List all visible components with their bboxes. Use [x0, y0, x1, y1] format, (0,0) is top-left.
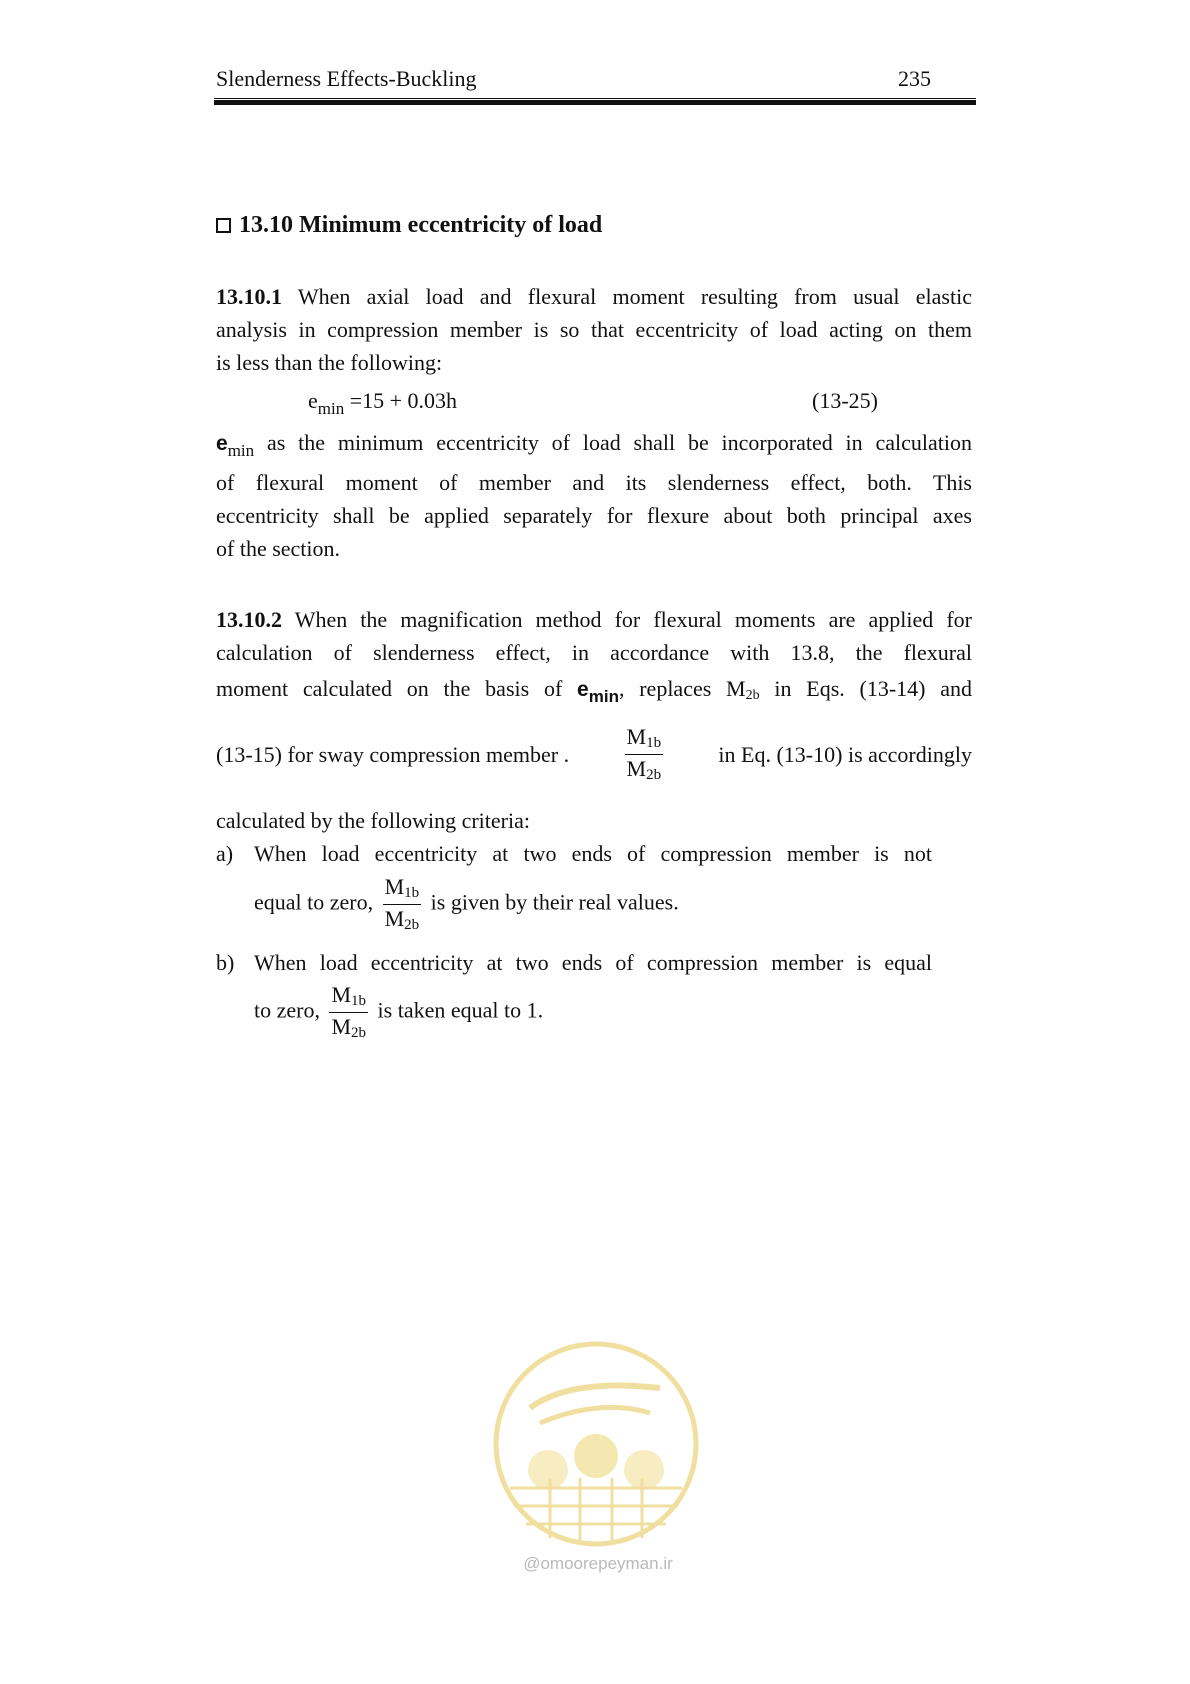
- emin-sub-2: min: [588, 687, 619, 706]
- page-number: 235: [898, 66, 931, 91]
- header-rule-thick: [214, 100, 976, 105]
- item-b-line2-a: to zero,: [254, 997, 320, 1023]
- para1-line2: analysis in compression member is so that eccentricity of load acting on them: [216, 317, 972, 342]
- eq-e: e: [308, 388, 318, 413]
- ratio-fraction: [625, 726, 664, 783]
- para1-line1: [216, 284, 972, 310]
- frac-num: M: [626, 724, 647, 749]
- clause-number-2: 13.10.2: [216, 607, 282, 632]
- para3-line3-c: in Eqs. (13-14) and: [774, 676, 973, 701]
- watermark-text: @omoorepeyman.ir: [523, 1554, 673, 1573]
- para2-line2: of flexural moment of member and its slenderness effect, both. This: [216, 470, 972, 495]
- item-b-line2: [254, 984, 543, 1041]
- para3-line4-a: (13-15) for sway compression member .: [216, 741, 570, 767]
- equation-13-25: [308, 388, 457, 419]
- item-a-label: a): [216, 841, 234, 866]
- para2-line4: of the section.: [216, 536, 341, 561]
- ratio-fraction-b: [329, 984, 368, 1041]
- item-a-line2-b: is given by their real values.: [430, 889, 679, 915]
- item-b-line1: When load eccentricity at two ends of compression member is equal: [254, 950, 932, 975]
- para3-line5: calculated by the following criteria:: [216, 808, 530, 833]
- item-a-line2: [254, 876, 679, 933]
- m2b-sub: 2b: [745, 688, 760, 703]
- emin-symbol: e: [216, 432, 228, 455]
- eq-rhs: =15 + 0.03h: [349, 388, 458, 413]
- checkbox-square-icon: [216, 218, 231, 233]
- para1-line1-text: When axial load and flexural moment resulting from usual elastic: [297, 284, 972, 309]
- header-rule-thin: [214, 98, 976, 99]
- frac-a-den-sub: 2b: [404, 917, 420, 933]
- item-b-label: b): [216, 950, 235, 975]
- para3-line3: [216, 676, 972, 707]
- watermark-logo-icon: [490, 1338, 702, 1550]
- item-b-line2-b: is taken equal to 1.: [377, 997, 544, 1023]
- para3-line1-text: When the magnification method for flexural moments are applied for: [294, 607, 972, 632]
- para2-line1-text: as the minimum eccentricity of load shall be incorporated in calculation: [266, 430, 972, 455]
- para1-line3: is less than the following:: [216, 350, 443, 375]
- frac-b-den: M: [331, 1014, 352, 1039]
- frac-a-num-sub: 1b: [404, 885, 420, 901]
- para3-line2: calculation of slenderness effect, in accordance with 13.8, the flexural: [216, 640, 972, 665]
- para3-line4-b: in Eq. (13-10) is accordingly: [718, 741, 972, 767]
- para3-line4: [216, 726, 972, 783]
- para3-line3-b: , replaces M: [618, 676, 746, 701]
- eq-e-sub: min: [317, 399, 345, 418]
- frac-den-sub: 2b: [646, 767, 662, 783]
- running-header-title: Slenderness Effects-Buckling: [216, 66, 477, 91]
- para3-line3-a: moment calculated on the basis of: [216, 676, 563, 701]
- emin-symbol-2: e: [577, 678, 589, 701]
- item-a-line2-a: equal to zero,: [254, 889, 374, 915]
- para3-line1: [216, 607, 972, 633]
- frac-b-num-sub: 1b: [351, 993, 367, 1009]
- frac-den: M: [626, 756, 647, 781]
- clause-number: 13.10.1: [216, 284, 282, 309]
- ratio-fraction-a: [383, 876, 422, 933]
- frac-num-sub: 1b: [646, 735, 662, 751]
- frac-a-den: M: [384, 906, 405, 931]
- emin-sub: min: [227, 441, 255, 460]
- section-heading-text: 13.10 Minimum eccentricity of load: [239, 212, 603, 238]
- para2-line3: eccentricity shall be applied separately for flexure about both principal axes: [216, 503, 972, 528]
- frac-b-den-sub: 2b: [351, 1025, 367, 1041]
- para2-line1: [216, 430, 972, 461]
- item-a-line1: When load eccentricity at two ends of compression member is not: [254, 841, 932, 866]
- equation-number: (13-25): [812, 388, 878, 413]
- frac-a-num: M: [384, 874, 405, 899]
- section-heading: [216, 212, 602, 239]
- frac-b-num: M: [331, 982, 352, 1007]
